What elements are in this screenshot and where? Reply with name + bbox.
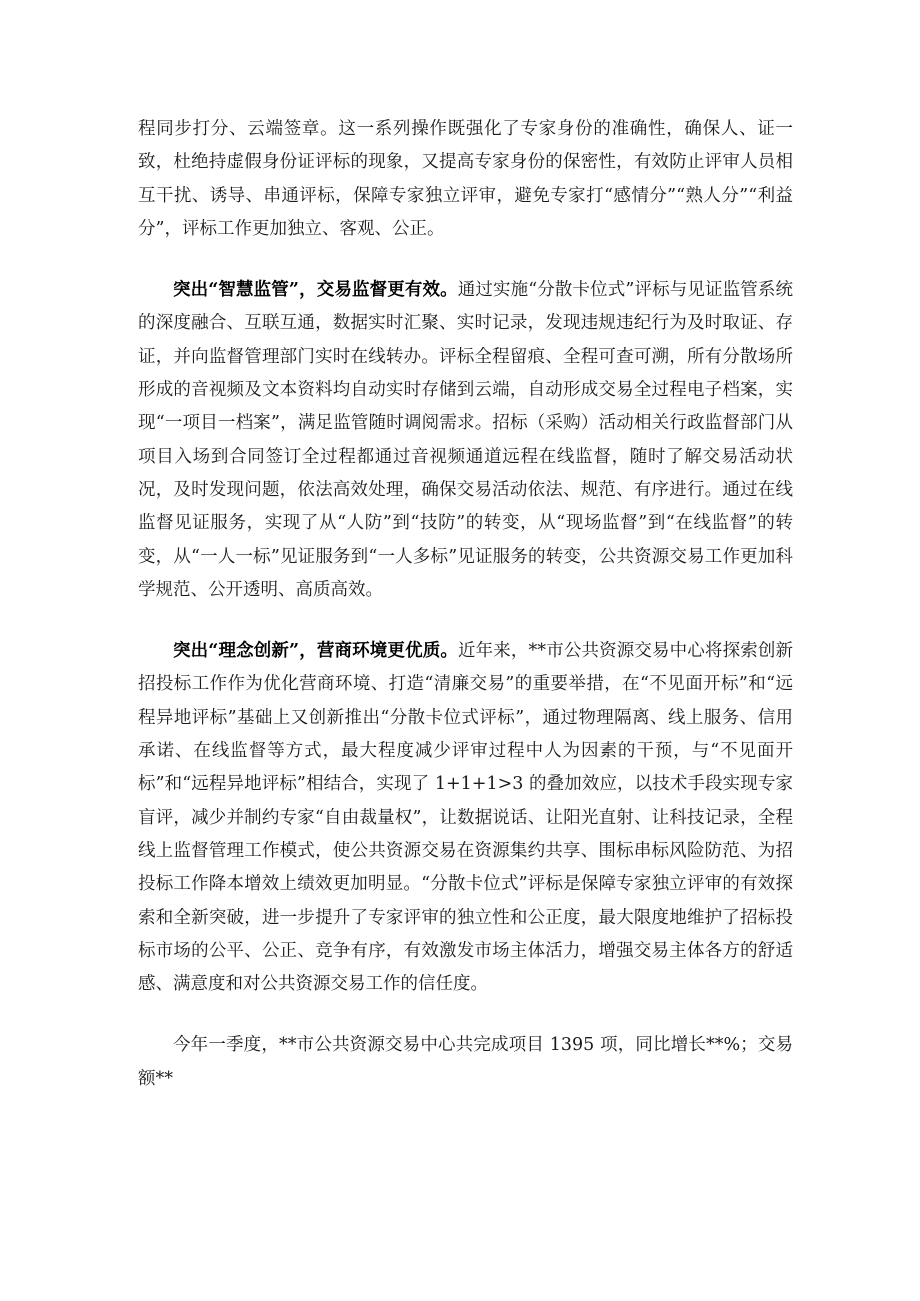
paragraph-q1-statistics [138, 1029, 793, 1096]
paragraph-heading: 突出“智慧监管”，交易监督更有效。 [173, 280, 458, 301]
paragraph-text: 程同步打分、云端签章。这一系列操作既强化了专家身份的准确性，确保人、证一致，杜绝持虚假身份证评标的现象，又提高专家身份的保密性，有效防止评审人员相互干扰、诱导、串通评标，保障专家独立评审，避免专家打“感情分”“熟人分”“利益分”，评标工作更加独立、客观、公正。 [138, 119, 793, 239]
paragraph-text: 今年一季度，**市公共资源交易中心共完成项目 1395 项，同比增长**%；交易额** [138, 1035, 793, 1089]
paragraph-concept-innovation [138, 635, 793, 1001]
paragraph-smart-supervision [138, 274, 793, 607]
paragraph-text: 通过实施“分散卡位式”评标与见证监管系统的深度融合、互联互通，数据实时汇聚、实时记录，发现违规违纪行为及时取证、存证，并向监督管理部门实时在线转办。评标全程留痕、全程可查可溯，所有分散场所形成的音视频及文本资料均自动实时存储到云端，自动形成交易全过程电子档案，实现“一项目一档案”，满足监管随时调阅需求。招标（采购）活动相关行政监督部门从项目入场到合同签订全过程都通过音视频通道远程在线监督，随时了解交易活动状况，及时发现问题，依法高效处理，确保交易活动依法、规范、有序进行。通过在线监督见证服务，实现了从“人防”到“技防”的转变，从“现场监督”到“在线监督”的转变，从“一人一标”见证服务到“一人多标”见证服务的转变，公共资源交易工作更加科学规范、公开透明、高质高效。 [138, 280, 793, 600]
paragraph-heading: 突出“理念创新”，营商环境更优质。 [173, 641, 458, 662]
paragraph-text: 近年来，**市公共资源交易中心将探索创新招投标工作作为优化营商环境、打造“清廉交易”的重要举措，在“不见面开标”和“远程异地评标”基础上又创新推出“分散卡位式评标”，通过物理隔离、线上服务、信用承诺、在线监督等方式，最大程度减少评审过程中人为因素的干预，与“不见面开标”和“远程异地评标”相结合，实现了 1+1+1>3 的叠加效应，以技术手段实现专家盲评，减少并制约专家“自由裁量权”，让数据说话、让阳光直射、让科技记录，全程线上监督管理工作模式，使公共资源交易在资源集约共享、围标串标风险防范、为招投标工作降本增效上绩效更加明显。“分散卡位式”评标是保障专家独立评审的有效探索和全新突破，进一步提升了专家评审的独立性和公正度，最大限度地维护了招标投标市场的公平、公正、竞争有序，有效激发市场主体活力，增强交易主体各方的舒适感、满意度和对公共资源交易工作的信任度。 [138, 641, 793, 995]
document-body [138, 113, 793, 1096]
paragraph-continuation [138, 113, 793, 246]
